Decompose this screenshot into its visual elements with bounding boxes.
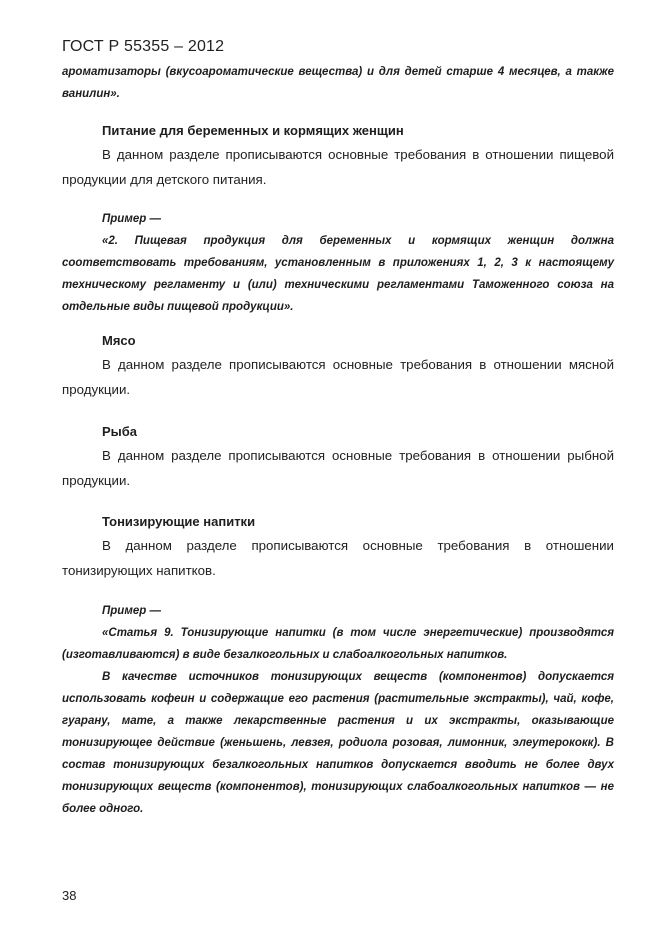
standard-header: ГОСТ Р 55355 – 2012	[62, 38, 225, 55]
section-meat	[62, 330, 614, 402]
section-body-fish: В данном разделе прописываются основные требования в отношении рыбной продукции.	[62, 448, 614, 488]
example-label: Пример —	[102, 605, 161, 617]
example-pregnant	[62, 208, 614, 318]
example-text-pregnant: «2. Пищевая продукция для беременных и кормящих женщин должна соответствовать требованиям, установленным в приложениях 1, 2, 3 к настоящему техническому регламенту и (или) техническими регламентами Таможенного союза на отдельные виды пищевой продукции».	[62, 235, 614, 313]
intro-block	[62, 61, 614, 105]
section-tonic	[62, 511, 614, 583]
section-heading-fish: Рыба	[102, 424, 138, 439]
section-heading-meat: Мясо	[102, 333, 136, 348]
section-pregnant	[62, 120, 614, 192]
section-body-pregnant: В данном разделе прописываются основные требования в отношении пищевой продукции для детского питания.	[62, 147, 614, 187]
example-label: Пример —	[102, 213, 161, 225]
section-body-tonic: В данном разделе прописываются основные требования в отношении тонизирующих напитков.	[62, 538, 614, 578]
section-heading-pregnant: Питание для беременных и кормящих женщин	[102, 123, 404, 138]
section-heading-tonic: Тонизирующие напитки	[102, 514, 256, 529]
intro-text: ароматизаторы (вкусоароматические вещества) и для детей старше 4 месяцев, а также ванилин».	[62, 66, 614, 100]
page-number: 38	[62, 888, 77, 903]
section-fish	[62, 421, 614, 493]
example-text-tonic-article: «Статья 9. Тонизирующие напитки (в том числе энергетические) производятся (изготавливаются) в виде безалкогольных и слабоалкогольных напитков.	[62, 627, 614, 661]
example-tonic	[62, 600, 614, 820]
example-text-tonic-sources: В качестве источников тонизирующих веществ (компонентов) допускается использовать кофеин и содержащие его растения (растительные экстракты), чай, кофе, гуарану, мате, а также лекарственные растения и их экстракты, оказывающие тонизирующее действие (женьшень, левзея, родиола розовая, лимонник, элеутерококк). В состав тонизирующих безалкогольных напитков допускается вводить не более двух тонизирующих веществ (компонентов), тонизирующих слабоалкогольных напитков — не более одного.	[62, 671, 614, 815]
section-body-meat: В данном разделе прописываются основные требования в отношении мясной продукции.	[62, 357, 614, 397]
